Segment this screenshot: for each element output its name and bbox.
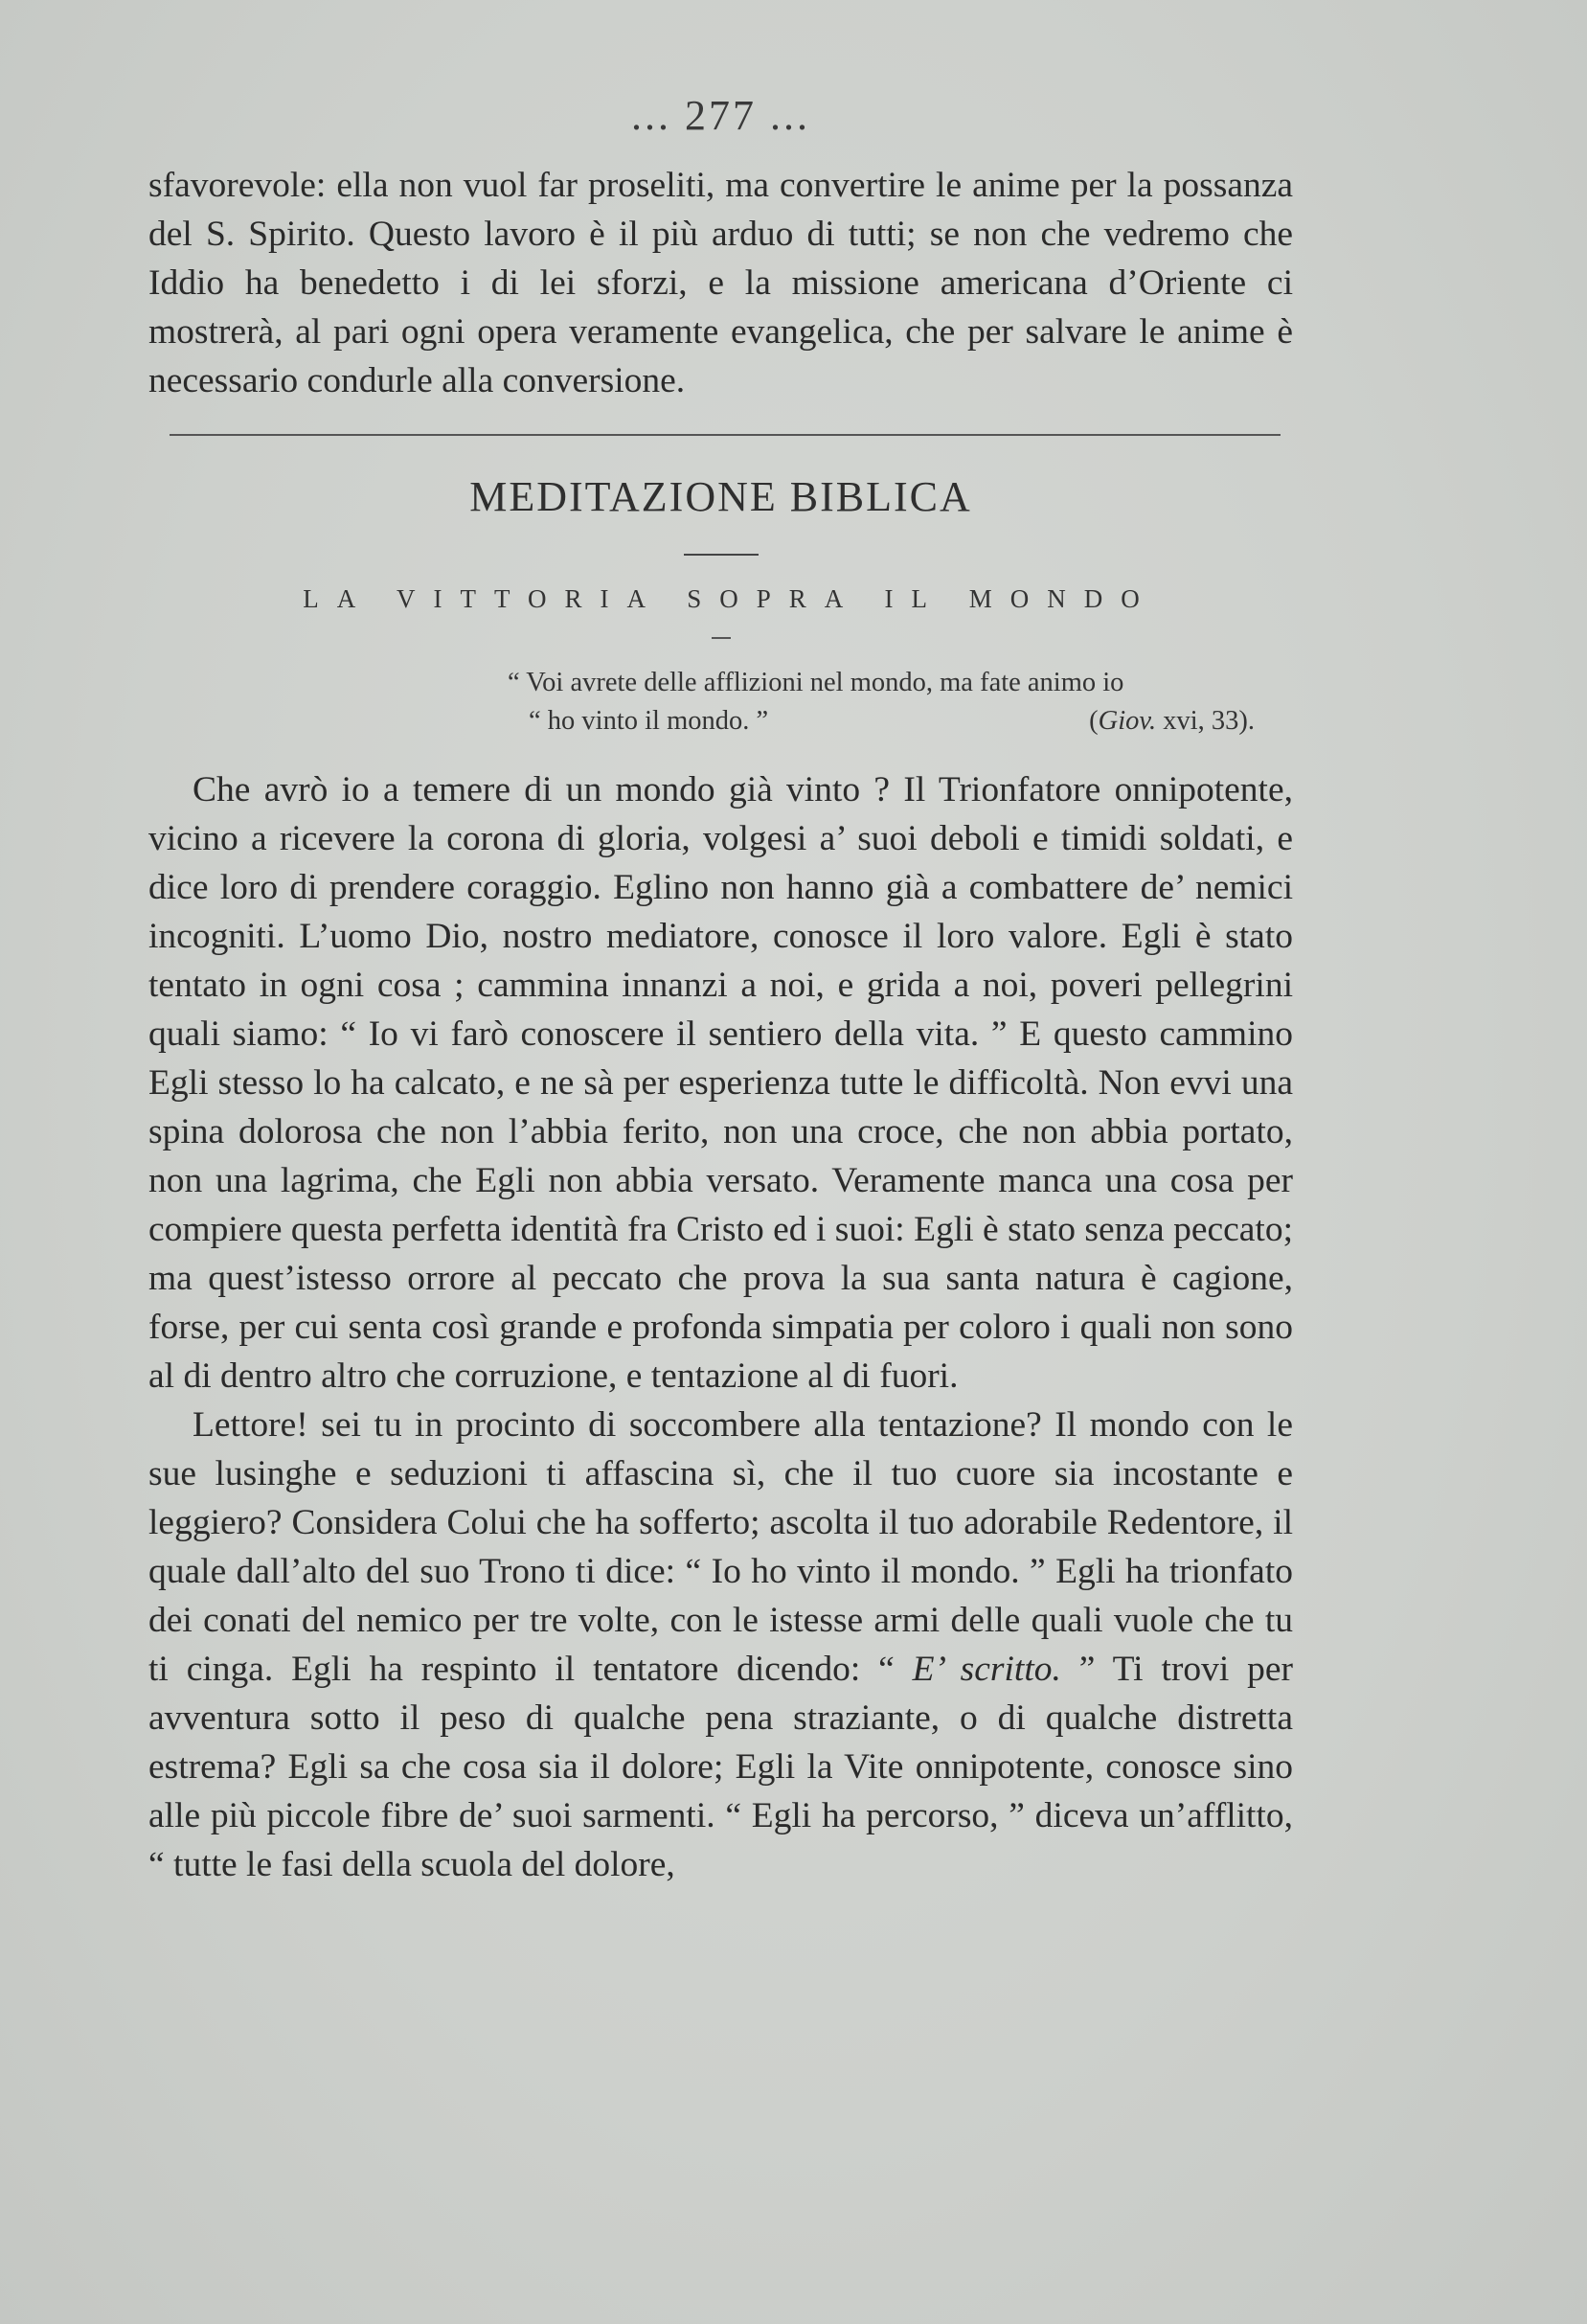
section-subtitle: LA VITTORIA SOPRA IL MONDO bbox=[303, 584, 1158, 613]
citation-reference: xvi, 33). bbox=[1156, 706, 1255, 736]
epigraph-citation: (Giov. xvi, 33). bbox=[1089, 706, 1255, 736]
paragraph-continued: sfavorevole: ella non vuol far proseliti, ma convertire le anime per la possanza del S. Spirito. Questo lavoro è il più arduo di tutti; se non che vedremo che Iddio ha benedetto i di lei sforzi, e la missione americana d’Oriente ci mostrerà, al pari ogni opera veramente evangelica, che per salvare le anime è necessario condurle alla conversione. bbox=[148, 166, 1293, 400]
meditation-body bbox=[148, 765, 1293, 1889]
section-divider bbox=[170, 434, 1281, 436]
body-paragraph-2-part-b: ” Ti trovi per avventura sotto il peso di qualche pena straziante, o di qualche distretta estrema? Egli sa che cosa sia il dolore; Egli la Vite onnipotente, conosce sino alle più piccole fibre de’ suoi sarmenti. “ Egli ha percorso, ” diceva un’afflitto, “ tutte le fasi della scuola del dolore, bbox=[148, 1650, 1294, 1884]
section-title: MEDITAZIONE BIBLICA bbox=[469, 473, 972, 520]
citation-book: Giov. bbox=[1098, 706, 1157, 736]
body-paragraph-2-italic: E’ scritto. bbox=[912, 1650, 1061, 1689]
page-number: ... 277 ... bbox=[631, 92, 810, 139]
epigraph-line-2-row bbox=[508, 702, 1293, 740]
subtitle-divider bbox=[712, 637, 731, 639]
title-underline bbox=[684, 554, 759, 556]
body-paragraph-2-part-a: Lettore! sei tu in procinto di soccombere alla tentazione? Il mondo con le sue lusinghe e seduzioni ti affascina sì, che il tuo cuore sia incostante e leggiero? Considera Colui che ha sofferto; ascolta il tuo adorabile Redentore, il quale dall’alto del suo Trono ti dice: “ Io ho vinto il mondo. ” Egli ha trionfato dei conati del nemico per tre volte, con le istesse armi delle quali vuole che tu ti cinga. Egli ha respinto il tentatore dicendo: “ bbox=[148, 1405, 1293, 1689]
page-content bbox=[148, 91, 1293, 1889]
body-paragraph-2 bbox=[148, 1401, 1293, 1889]
epigraph-line-2: “ ho vinto il mondo. ” bbox=[529, 706, 769, 736]
epigraph bbox=[148, 664, 1293, 740]
epigraph-line-1: “ Voi avrete delle afflizioni nel mondo, ma fate animo io bbox=[508, 668, 1124, 697]
body-paragraph-1: Che avrò io a temere di un mondo già vinto ? Il Trionfatore onnipotente, vicino a ricevere la corona di gloria, volgesi a’ suoi deboli e timidi soldati, e dice loro di prendere coraggio. Eglino non hanno già a combattere de’ nemici incogniti. L’uomo Dio, nostro mediatore, conosce il loro valore. Egli è stato tentato in ogni cosa ; cammina innanzi a noi, e grida a noi, poveri pellegrini quali siamo: “ Io vi farò conoscere il sentiero della vita. ” E questo cammino Egli stesso lo ha calcato, e ne sà per esperienza tutte le difficoltà. Non evvi una spina dolorosa che non l’abbia ferito, non una croce, che non abbia portato, non una lagrima, che Egli non abbia versato. Veramente manca una cosa per compiere questa perfetta identità fra Cristo ed i suoi: Egli è stato senza peccato; ma quest’istesso orrore al peccato che prova la sua santa natura è cagione, forse, per cui senta così grande e profonda simpatia per coloro i quali non sono al di dentro altro che corruzione, e tentazione al di fuori. bbox=[148, 770, 1293, 1396]
